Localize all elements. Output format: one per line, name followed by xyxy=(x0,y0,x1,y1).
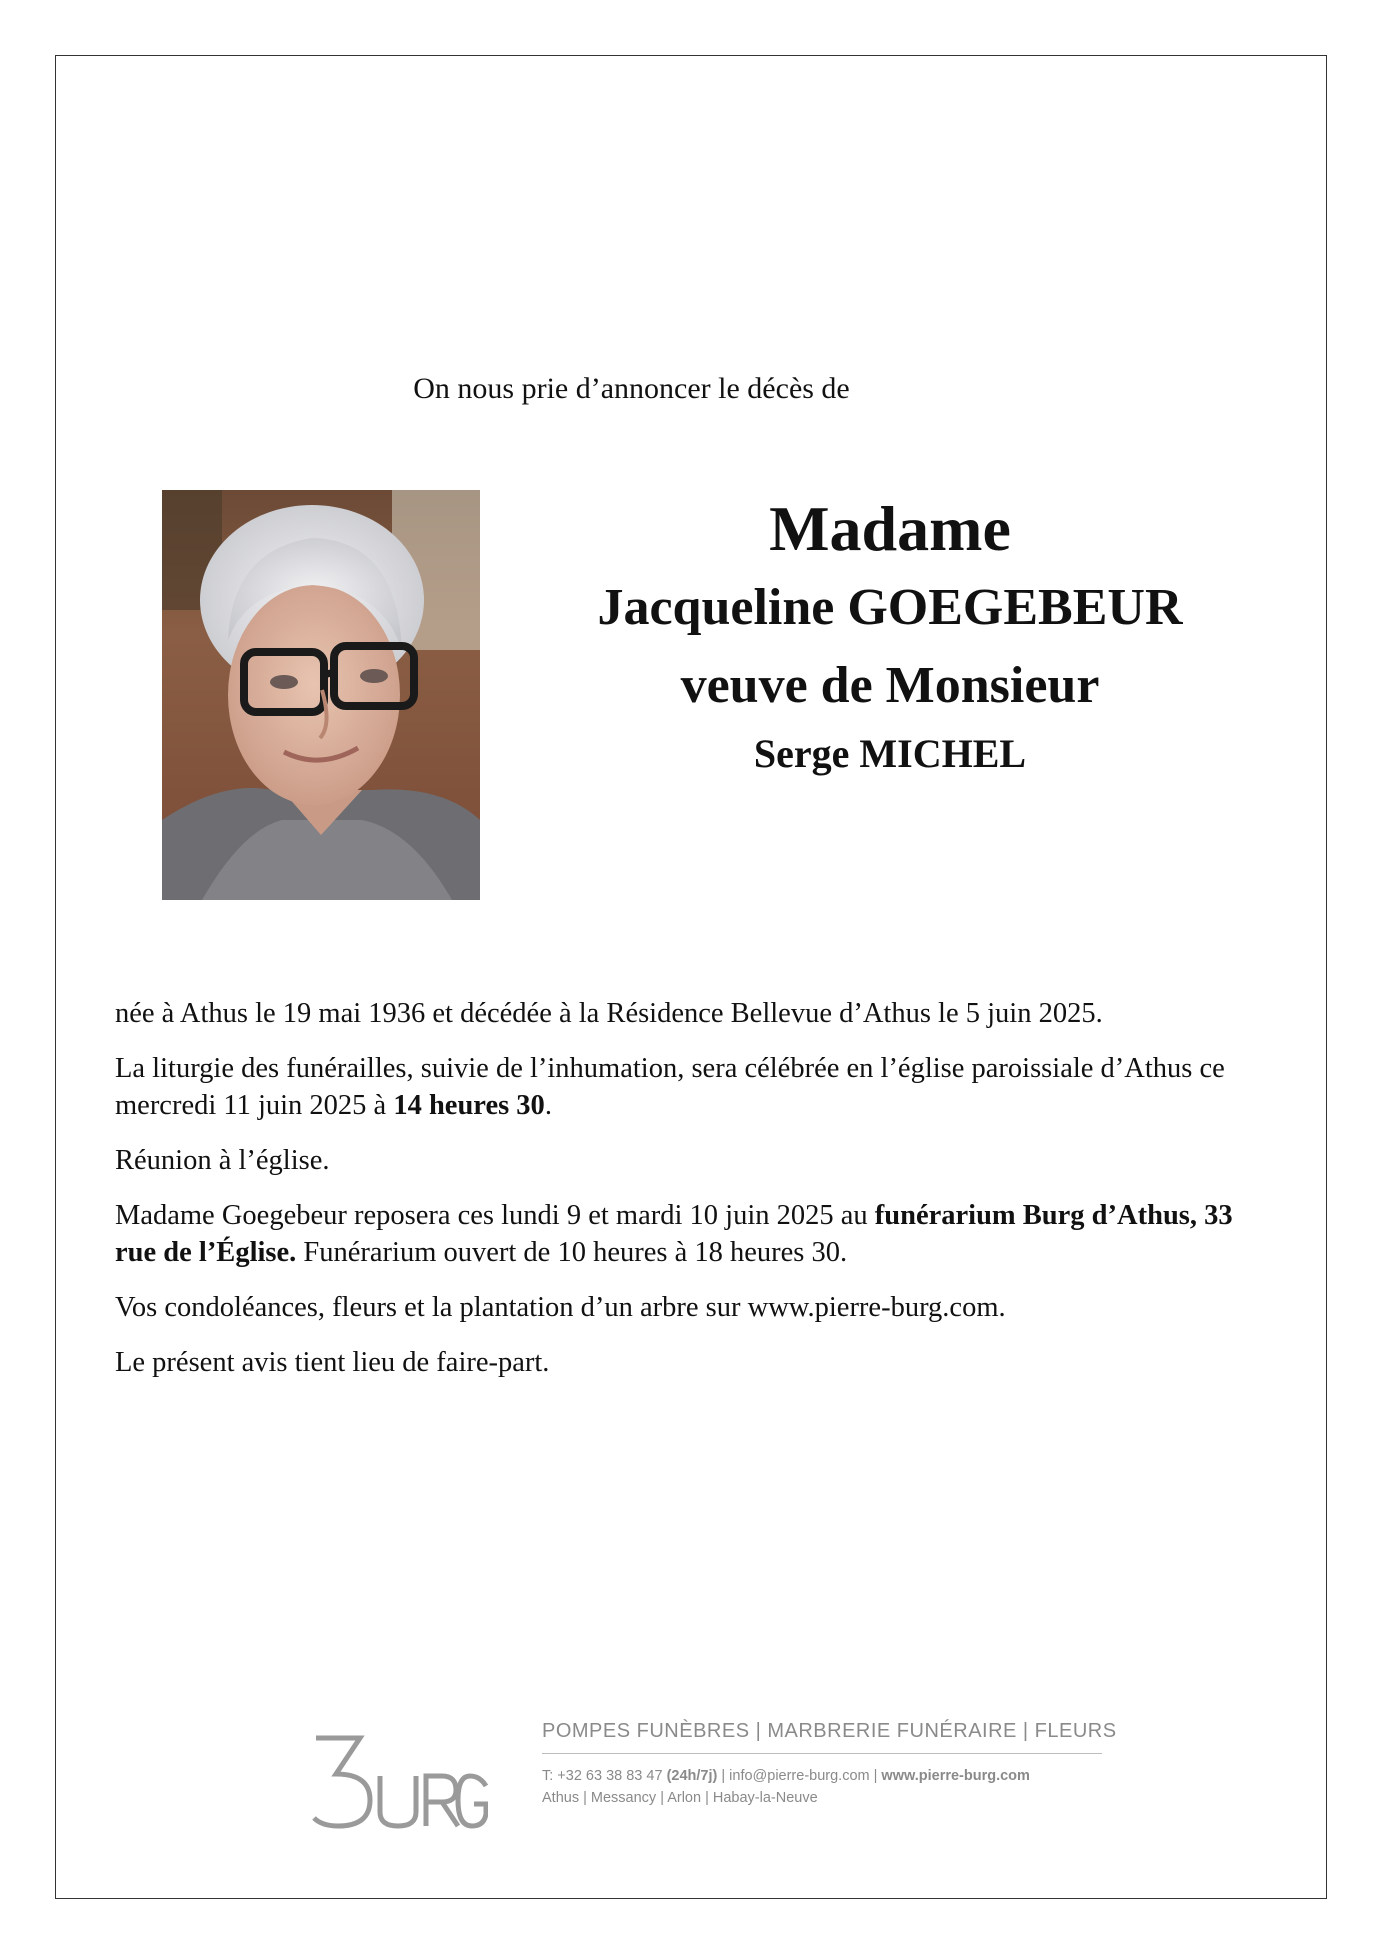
rest-paragraph xyxy=(115,1197,1265,1271)
deceased-name: Jacqueline GOEGEBEUR xyxy=(597,579,1183,636)
services-line: POMPES FUNÈBRES | MARBRERIE FUNÉRAIRE | FLEURS xyxy=(542,1720,1102,1754)
condolences-paragraph: Vos condoléances, fleurs et la plantation d’un arbre sur www.pierre-burg.com. xyxy=(115,1292,1006,1323)
rest-hours: Funérarium ouvert de 10 heures à 18 heures 30. xyxy=(296,1237,848,1268)
liturgy-end: . xyxy=(544,1090,552,1121)
notice-paragraph: Le présent avis tient lieu de faire-part. xyxy=(115,1347,550,1378)
website-link[interactable]: www.pierre-burg.com xyxy=(881,1768,1030,1784)
deceased-names xyxy=(520,490,1260,782)
rest-place: funérarium Burg d’Athus, 33 rue de l’Église. xyxy=(115,1200,1233,1268)
footer-text-block xyxy=(542,1720,1117,1806)
meeting-paragraph: Réunion à l’église. xyxy=(115,1145,330,1176)
birth-death-paragraph: née à Athus le 19 mai 1936 et décédée à la Résidence Bellevue d’Athus le 5 juin 2025. xyxy=(115,998,1103,1029)
email-address: | info@pierre-burg.com | xyxy=(717,1768,882,1784)
notice-body xyxy=(115,995,1265,1399)
contact-line xyxy=(542,1768,1102,1784)
liturgy-paragraph xyxy=(115,1050,1265,1124)
rest-text: Madame Goegebeur reposera ces lundi 9 et mardi 10 juin 2025 au xyxy=(115,1200,875,1231)
portrait-photo xyxy=(162,490,480,900)
portrait-illustration xyxy=(162,490,480,900)
intro-line: On nous prie d’annoncer le décès de xyxy=(413,372,850,405)
widow-line: veuve de Monsieur xyxy=(680,657,1100,714)
liturgy-text: La liturgie des funérailles, suivie de l’inhumation, sera célébrée en l’église paroissiale d’Athus ce mercredi 11 juin 2025 à xyxy=(115,1053,1225,1121)
liturgy-time: 14 heures 30 xyxy=(393,1090,545,1121)
phone-hours: (24h/7j) xyxy=(666,1768,718,1784)
phone-number: T: +32 63 38 83 47 xyxy=(542,1768,667,1784)
honorific-title: Madame xyxy=(769,493,1011,564)
funeral-home-footer xyxy=(300,1720,1200,1840)
burg-logo xyxy=(308,1730,488,1830)
spouse-name: Serge MICHEL xyxy=(753,731,1027,776)
locations-line: Athus | Messancy | Arlon | Habay-la-Neuve xyxy=(542,1790,818,1806)
page-border xyxy=(55,55,1327,1899)
